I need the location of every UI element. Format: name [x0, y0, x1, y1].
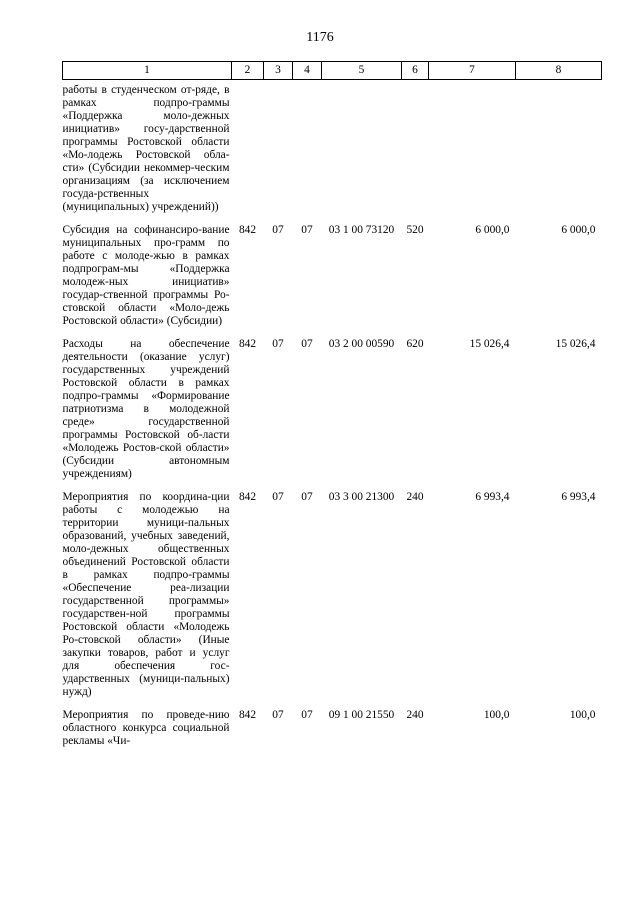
- column-header: 6: [402, 62, 429, 80]
- section-code: 07: [272, 224, 284, 236]
- expense-type-code: 240: [406, 491, 424, 503]
- expense-type-code: 520: [406, 224, 424, 236]
- subsection-code: [293, 80, 322, 215]
- amount-year-2: 6 000,0: [561, 224, 596, 236]
- row-description: Субсидия на софинансиро-вание муниципальных про-грамм по работе с молоде-жью в рамках подпрограм-мы «Поддержка молодеж-ных инициатив» государ-ственной программы Ро-стовской области «Моло-дежь Ростовской области» (Субсидии): [62, 224, 230, 327]
- target-article-code: 03 3 00 21300: [328, 491, 395, 503]
- row-description: работы в студенческом от-ряде, в рамках подпро-граммы «Поддержка моло-дежных инициатив» госу-дарственной программы Ростовской области «Мо-лодежь Ростовской обла-сти» (Субсидии некоммер-ческим организациям (за исключением госуда-рственных (муниципальных) учреждений)): [62, 84, 230, 213]
- table-row: [63, 80, 602, 215]
- amount-year-2: [516, 80, 602, 215]
- table-row: [63, 328, 602, 481]
- expense-type-code: 620: [406, 338, 424, 350]
- amount-year-2: 100,0: [569, 709, 596, 721]
- amount-year-2: 15 026,4: [555, 338, 596, 350]
- amount-year-1: 100,0: [483, 709, 510, 721]
- subsection-code: 07: [301, 709, 313, 721]
- amount-year-1: 6 000,0: [475, 224, 510, 236]
- target-article-code: 03 1 00 73120: [328, 224, 395, 236]
- expense-type-code: 240: [406, 709, 424, 721]
- page-number: 1176: [306, 30, 334, 45]
- subsection-code: 07: [301, 491, 313, 503]
- row-description: Мероприятия по проведе-нию областного конкурса социальной рекламы «Чи-: [62, 709, 230, 747]
- expense-type-code: [402, 80, 429, 215]
- column-header: 3: [264, 62, 293, 80]
- column-header: 1: [63, 62, 232, 80]
- ministry-code: [232, 80, 264, 215]
- subsection-code: 07: [301, 224, 313, 236]
- amount-year-1: 6 993,4: [475, 491, 510, 503]
- ministry-code: 842: [238, 709, 257, 721]
- ministry-code: 842: [238, 224, 257, 236]
- table-header: [63, 62, 602, 80]
- section-code: 07: [272, 338, 284, 350]
- amount-year-1: 15 026,4: [469, 338, 510, 350]
- section-code: [264, 80, 293, 215]
- table-row: [63, 481, 602, 699]
- row-description: Мероприятия по координа-ции работы с молодежью на территории муници-пальных образований, учебных заведений, моло-дежных общественных объединений Ростовской области в рамках подпро-граммы «Обеспечение реа-лизации государственной программы» государствен-ной программы Ростовской области «Молодежь Ро-стовской области» (Иные закупки товаров, работ и услуг для обеспечения гос-ударственных (муници-пальных) нужд): [62, 491, 230, 698]
- table-row: [63, 699, 602, 748]
- column-header: 4: [293, 62, 322, 80]
- column-header: 5: [322, 62, 402, 80]
- target-article-code: 03 2 00 00590: [328, 338, 395, 350]
- section-code: 07: [272, 709, 284, 721]
- section-code: 07: [272, 491, 284, 503]
- ministry-code: 842: [238, 491, 257, 503]
- ministry-code: 842: [238, 338, 257, 350]
- subsection-code: 07: [301, 338, 313, 350]
- amount-year-2: 6 993,4: [561, 491, 596, 503]
- amount-year-1: [429, 80, 516, 215]
- target-article-code: [322, 80, 402, 215]
- column-header: 8: [516, 62, 602, 80]
- column-header: 7: [429, 62, 516, 80]
- budget-table: [62, 61, 602, 748]
- row-description: Расходы на обеспечение деятельности (оказание услуг) государственных учреждений Ростовской области в рамках подпро-граммы «Формирование патриотизма в молодежной среде» государственной программы Ростовской об-ласти «Молодежь Ростов-ской области» (Субсидии автономным учреждениям): [62, 338, 230, 480]
- column-header: 2: [232, 62, 264, 80]
- table-row: [63, 214, 602, 328]
- target-article-code: 09 1 00 21550: [328, 709, 395, 721]
